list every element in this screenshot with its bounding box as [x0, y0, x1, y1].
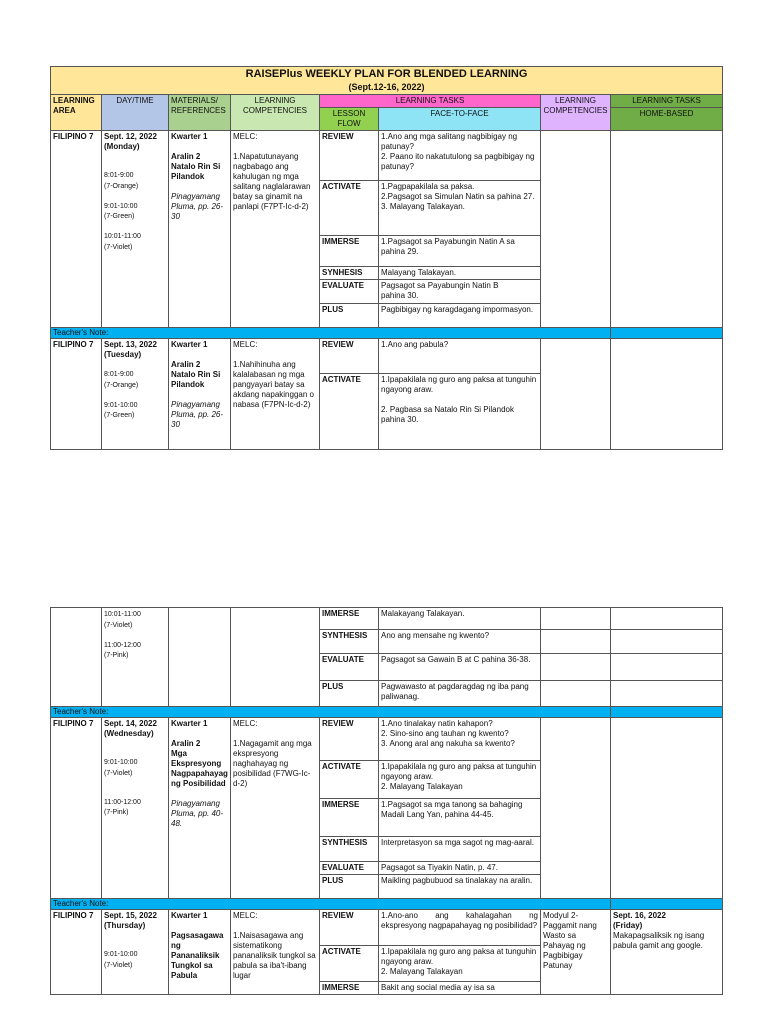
plan-header — [51, 67, 723, 95]
day1-area: FILIPINO 7 — [51, 131, 102, 328]
day1-flow-immerse: IMMERSE — [320, 236, 379, 267]
day4-flow-review: REVIEW — [320, 910, 379, 946]
day2-task-evaluate: Pagsagot sa Gawain B at C pahina 36-38. — [379, 654, 541, 681]
day1-task-activate: 1.Pagpapakilala sa paksa. 2.Pagsagot sa Simulan Natin sa pahina 27. 3. Malayang Talakayan. — [379, 181, 541, 236]
day2-task-review: 1.Ano ang pabula? — [379, 339, 541, 374]
day2-task-immerse: Malakayang Talakayan. — [379, 608, 541, 630]
day3-task-immerse: 1.Pagsagot sa mga tanong sa bahaging Madali Lang Yan, pahina 44-45. — [379, 799, 541, 837]
day2b-day-time: 10:01-11:00 (7-Violet) 11:00-12:00 (7-Pink) — [102, 608, 169, 707]
day2-home-task — [611, 339, 723, 450]
day2-home-comp — [541, 339, 611, 450]
col-competencies: LEARNING COMPETENCIES — [231, 95, 320, 131]
teachers-note-1: Teacher's Note: — [51, 328, 611, 339]
day3-flow-review: REVIEW — [320, 718, 379, 761]
weekly-plan-page-2 — [50, 607, 722, 995]
col-lesson-flow: LESSON FLOW — [320, 108, 379, 131]
day3-competency: MELC: 1.Nagagamit ang mga ekspresyong naghahayag ng posibilidad (F7WG-Ic-d-2) — [231, 718, 320, 899]
day1-task-synthesis: Malayang Talakayan. — [379, 267, 541, 280]
teachers-note-2: Teacher's Note: — [51, 707, 611, 718]
day1-home-task — [611, 131, 723, 328]
day3-materials: Kwarter 1 Aralin 2 Mga Ekspresyong Nagpapahayag ng Posibilidad Pinagyamang Pluma, pp. 40-48. — [169, 718, 231, 899]
day2-day-time: Sept. 13, 2022 (Tuesday) 8:01-9:00 (7-Orange) 9:01-10:00 (7-Green) — [102, 339, 169, 450]
day3-task-activate: 1.Ipapakilala ng guro ang paksa at tunguhin ngayong araw. 2. Malayang Talakayan — [379, 761, 541, 799]
day4-home-task: Sept. 16, 2022 (Friday) Makapagsaliksik ng isang pabula gamit ang google. — [611, 910, 723, 995]
col-day-time: DAY/TIME — [102, 95, 169, 131]
day1-competency: MELC: 1.Napatutunayang nagbabago ang kahulugan ng mga salitang naglalarawan batay sa ginamit na panlapi (F7PT-Ic-d-2) — [231, 131, 320, 328]
weekly-plan-table — [50, 66, 723, 450]
day1-flow-synthesis: SYNHESIS — [320, 267, 379, 280]
day3-task-evaluate: Pagsagot sa Tiyakin Natin, p. 47. — [379, 862, 541, 875]
day2-area: FILIPINO 7 — [51, 339, 102, 450]
day3-flow-immerse: IMMERSE — [320, 799, 379, 837]
col-home-based: HOME-BASED — [611, 108, 723, 131]
day2-task-plus: Pagwawasto at pagdaragdag ng iba pang paliwanag. — [379, 681, 541, 707]
day4-flow-activate: ACTIVATE — [320, 946, 379, 982]
day1-task-evaluate: Pagsagot sa Payabungin Natin B pahina 30. — [379, 280, 541, 304]
plan-dates: (Sept.12-16, 2022) — [348, 81, 425, 92]
day1-task-immerse: 1.Pagsagot sa Payabungin Natin A sa pahina 29. — [379, 236, 541, 267]
day2-competency: MELC: 1.Nahihinuha ang kalalabasan ng mga pangyayari batay sa akdang napakinggan o nabasa (F7PN-Ic-d-2) — [231, 339, 320, 450]
day1-flow-evaluate: EVALUATE — [320, 280, 379, 304]
day4-day-time: Sept. 15, 2022 (Thursday) 9:01-10:00 (7-Violet) — [102, 910, 169, 995]
day1-home-comp — [541, 131, 611, 328]
day2-flow-activate: ACTIVATE — [320, 374, 379, 450]
day2-flow-review: REVIEW — [320, 339, 379, 374]
day2-materials: Kwarter 1 Aralin 2 Natalo Rin Si Pilandok Pinagyamang Pluma, pp. 26-30 — [169, 339, 231, 450]
day4-materials: Kwarter 1 Pagsasagawa ng Pananaliksik Tungkol sa Pabula — [169, 910, 231, 995]
teachers-note-3: Teacher's Note: — [51, 899, 611, 910]
day1-flow-review: REVIEW — [320, 131, 379, 181]
col-materials: MATERIALS/ REFERENCES — [169, 95, 231, 131]
day4-competency: MELC: 1.Naisasagawa ang sistematikong pananaliksik tungkol sa pabula sa iba't-ibang lugar — [231, 910, 320, 995]
day3-task-review: 1.Ano tinalakay natin kahapon? 2. Sino-sino ang tauhan ng kwento? 3. Anong aral ang nakuha sa kwento? — [379, 718, 541, 761]
day3-flow-activate: ACTIVATE — [320, 761, 379, 799]
day4-task-activate: 1.Ipapakilala ng guro ang paksa at tunguhin ngayong araw. 2. Malayang Talakayan — [379, 946, 541, 982]
day2-flow-synthesis: SYNTHESIS — [320, 630, 379, 654]
day2-flow-plus: PLUS — [320, 681, 379, 707]
col-learning-tasks-2: LEARNING TASKS — [611, 95, 723, 108]
weekly-plan-table-continued — [50, 607, 723, 995]
day1-day-time: Sept. 12, 2022 (Monday) 8:01-9:00 (7-Orange) 9:01-10:00 (7-Green) 10:01-11:00 (7-Violet) — [102, 131, 169, 328]
day3-area: FILIPINO 7 — [51, 718, 102, 899]
day2-task-synthesis: Ano ang mensahe ng kwento? — [379, 630, 541, 654]
day4-task-review: 1.Ano-ano ang kahalagahan ng ekspresyong nagpapahayag ng posibilidad? — [379, 910, 541, 946]
day2-task-activate: 1.Ipapakilala ng guro ang paksa at tunguhin ngayong araw. 2. Pagbasa sa Natalo Rin Si Pilandok pahina 30. — [379, 374, 541, 450]
day3-task-plus: Maikling pagbubuod sa tinalakay na aralin. — [379, 875, 541, 899]
day2-flow-immerse: IMMERSE — [320, 608, 379, 630]
plan-title: RAISEPlus WEEKLY PLAN FOR BLENDED LEARNING — [245, 68, 528, 80]
day1-flow-plus: PLUS — [320, 304, 379, 328]
day1-materials: Kwarter 1 Aralin 2 Natalo Rin Si Pilandok Pinagyamang Pluma, pp. 26-30 — [169, 131, 231, 328]
day4-home-comp: Modyul 2- Paggamit nang Wasto sa Pahayag ng Pagbibigay Patunay — [541, 910, 611, 995]
day1-task-plus: Pagbibigay ng karagdagang impormasyon. — [379, 304, 541, 328]
day3-flow-plus: PLUS — [320, 875, 379, 899]
col-learning-tasks: LEARNING TASKS — [320, 95, 541, 108]
day3-day-time: Sept. 14, 2022 (Wednesday) 9:01-10:00 (7-Violet) 11:00-12:00 (7-Pink) — [102, 718, 169, 899]
col-face-to-face: FACE-TO-FACE — [379, 108, 541, 131]
day3-flow-evaluate: EVALUATE — [320, 862, 379, 875]
weekly-plan-page-1 — [50, 66, 722, 450]
col-competencies-2: LEARNING COMPETENCIES — [541, 95, 611, 131]
day4-area: FILIPINO 7 — [51, 910, 102, 995]
day2-flow-evaluate: EVALUATE — [320, 654, 379, 681]
col-learning-area: LEARNING AREA — [51, 95, 102, 131]
day3-task-synthesis: Interpretasyon sa mga sagot ng mag-aaral. — [379, 837, 541, 862]
day1-flow-activate: ACTIVATE — [320, 181, 379, 236]
day4-task-immerse: Bakit ang social media ay isa sa — [379, 982, 541, 995]
day1-task-review: 1.Ano ang mga salitang nagbibigay ng patunay? 2. Paano ito nakatutulong sa pagbibigay ng patunay? — [379, 131, 541, 181]
day3-flow-synthesis: SYNTHESIS — [320, 837, 379, 862]
day4-flow-immerse: IMMERSE — [320, 982, 379, 995]
